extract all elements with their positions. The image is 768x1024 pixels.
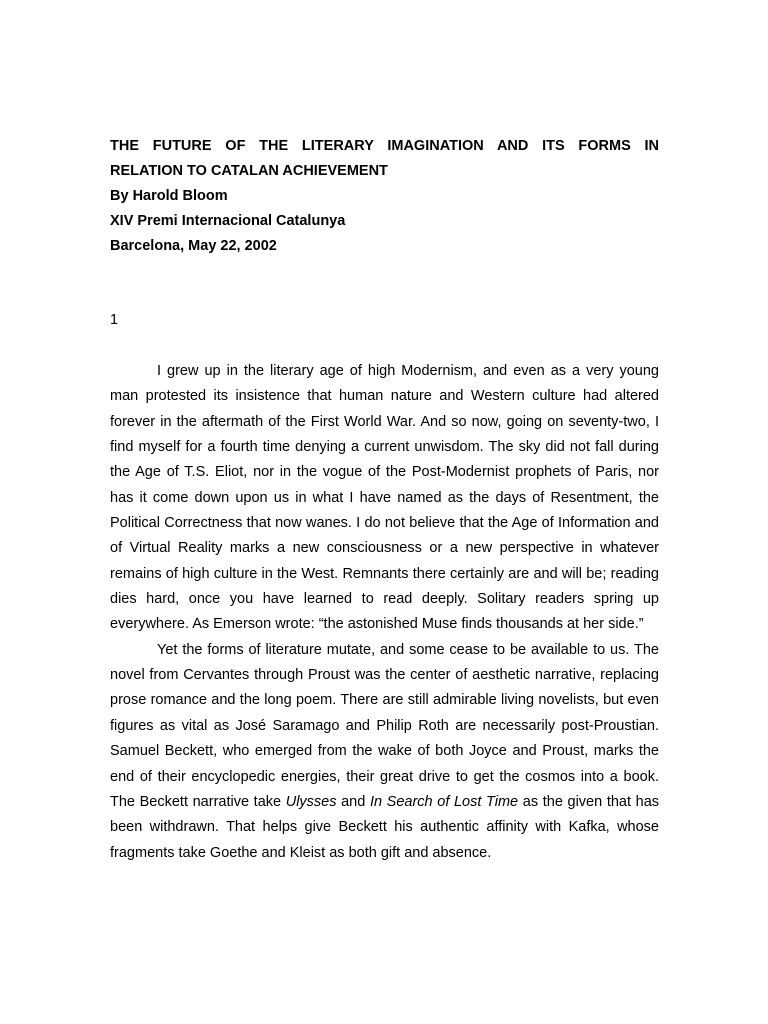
document-body [110, 359, 659, 866]
occasion-line: XIV Premi Internacional Catalunya [110, 213, 346, 229]
document-title-line-1: THE FUTURE OF THE LITERARY IMAGINATION AND ITS FORMS IN [110, 138, 659, 154]
section-number: 1 [110, 312, 119, 328]
italic-title-ulysses: Ulysses [285, 793, 337, 810]
paragraph-2-text-part-1: Yet the forms of literature mutate, and some cease to be available to us. The novel from Cervantes through Proust was the center of aesthetic narrative, replacing prose romance and the long poem. There are still admirable living novelists, but even figures as vital as José Saramago and Philip Roth are necessarily post-Proustian. Samuel Beckett, who emerged from the wake of both Joyce and Proust, marks the end of their encyclopedic energies, their great drive to get the cosmos into a book. The Beckett narrative take [110, 641, 659, 810]
body-paragraph-2 [110, 638, 659, 866]
italic-title-in-search-of-lost-time: In Search of Lost Time [369, 793, 519, 810]
document-title-line-2: RELATION TO CATALAN ACHIEVEMENT [110, 163, 388, 179]
paragraph-2-text-part-2: and [336, 793, 370, 810]
body-paragraph-1: I grew up in the literary age of high Modernism, and even as a very young man protested its insistence that human nature and Western culture had altered forever in the aftermath of the First World War. And so now, going on seventy-two, I find myself for a fourth time denying a current unwisdom. The sky did not fall during the Age of T.S. Eliot, nor in the vogue of the Post-Modernist prophets of Paris, nor has it come down upon us in what I have named as the days of Resentment, the Political Correctness that now wanes. I do not believe that the Age of Information and of Virtual Reality marks a new consciousness or a new perspective in whatever remains of high culture in the West. Remnants there certainly are and will be; reading dies hard, once you have learned to read deeply. Solitary readers spring up everywhere. As Emerson wrote: “the astonished Muse finds thousands at her side.” [110, 363, 659, 633]
place-date-line: Barcelona, May 22, 2002 [110, 238, 277, 254]
header-block [110, 134, 659, 259]
document-header [110, 134, 659, 259]
author-byline: By Harold Bloom [110, 188, 228, 204]
paragraph-2-text-part-3: as the given that has been withdrawn. That helps give Beckett his authentic affinity with Kafka, whose fragments take Goethe and Kleist as both gift and absence. [110, 793, 660, 861]
